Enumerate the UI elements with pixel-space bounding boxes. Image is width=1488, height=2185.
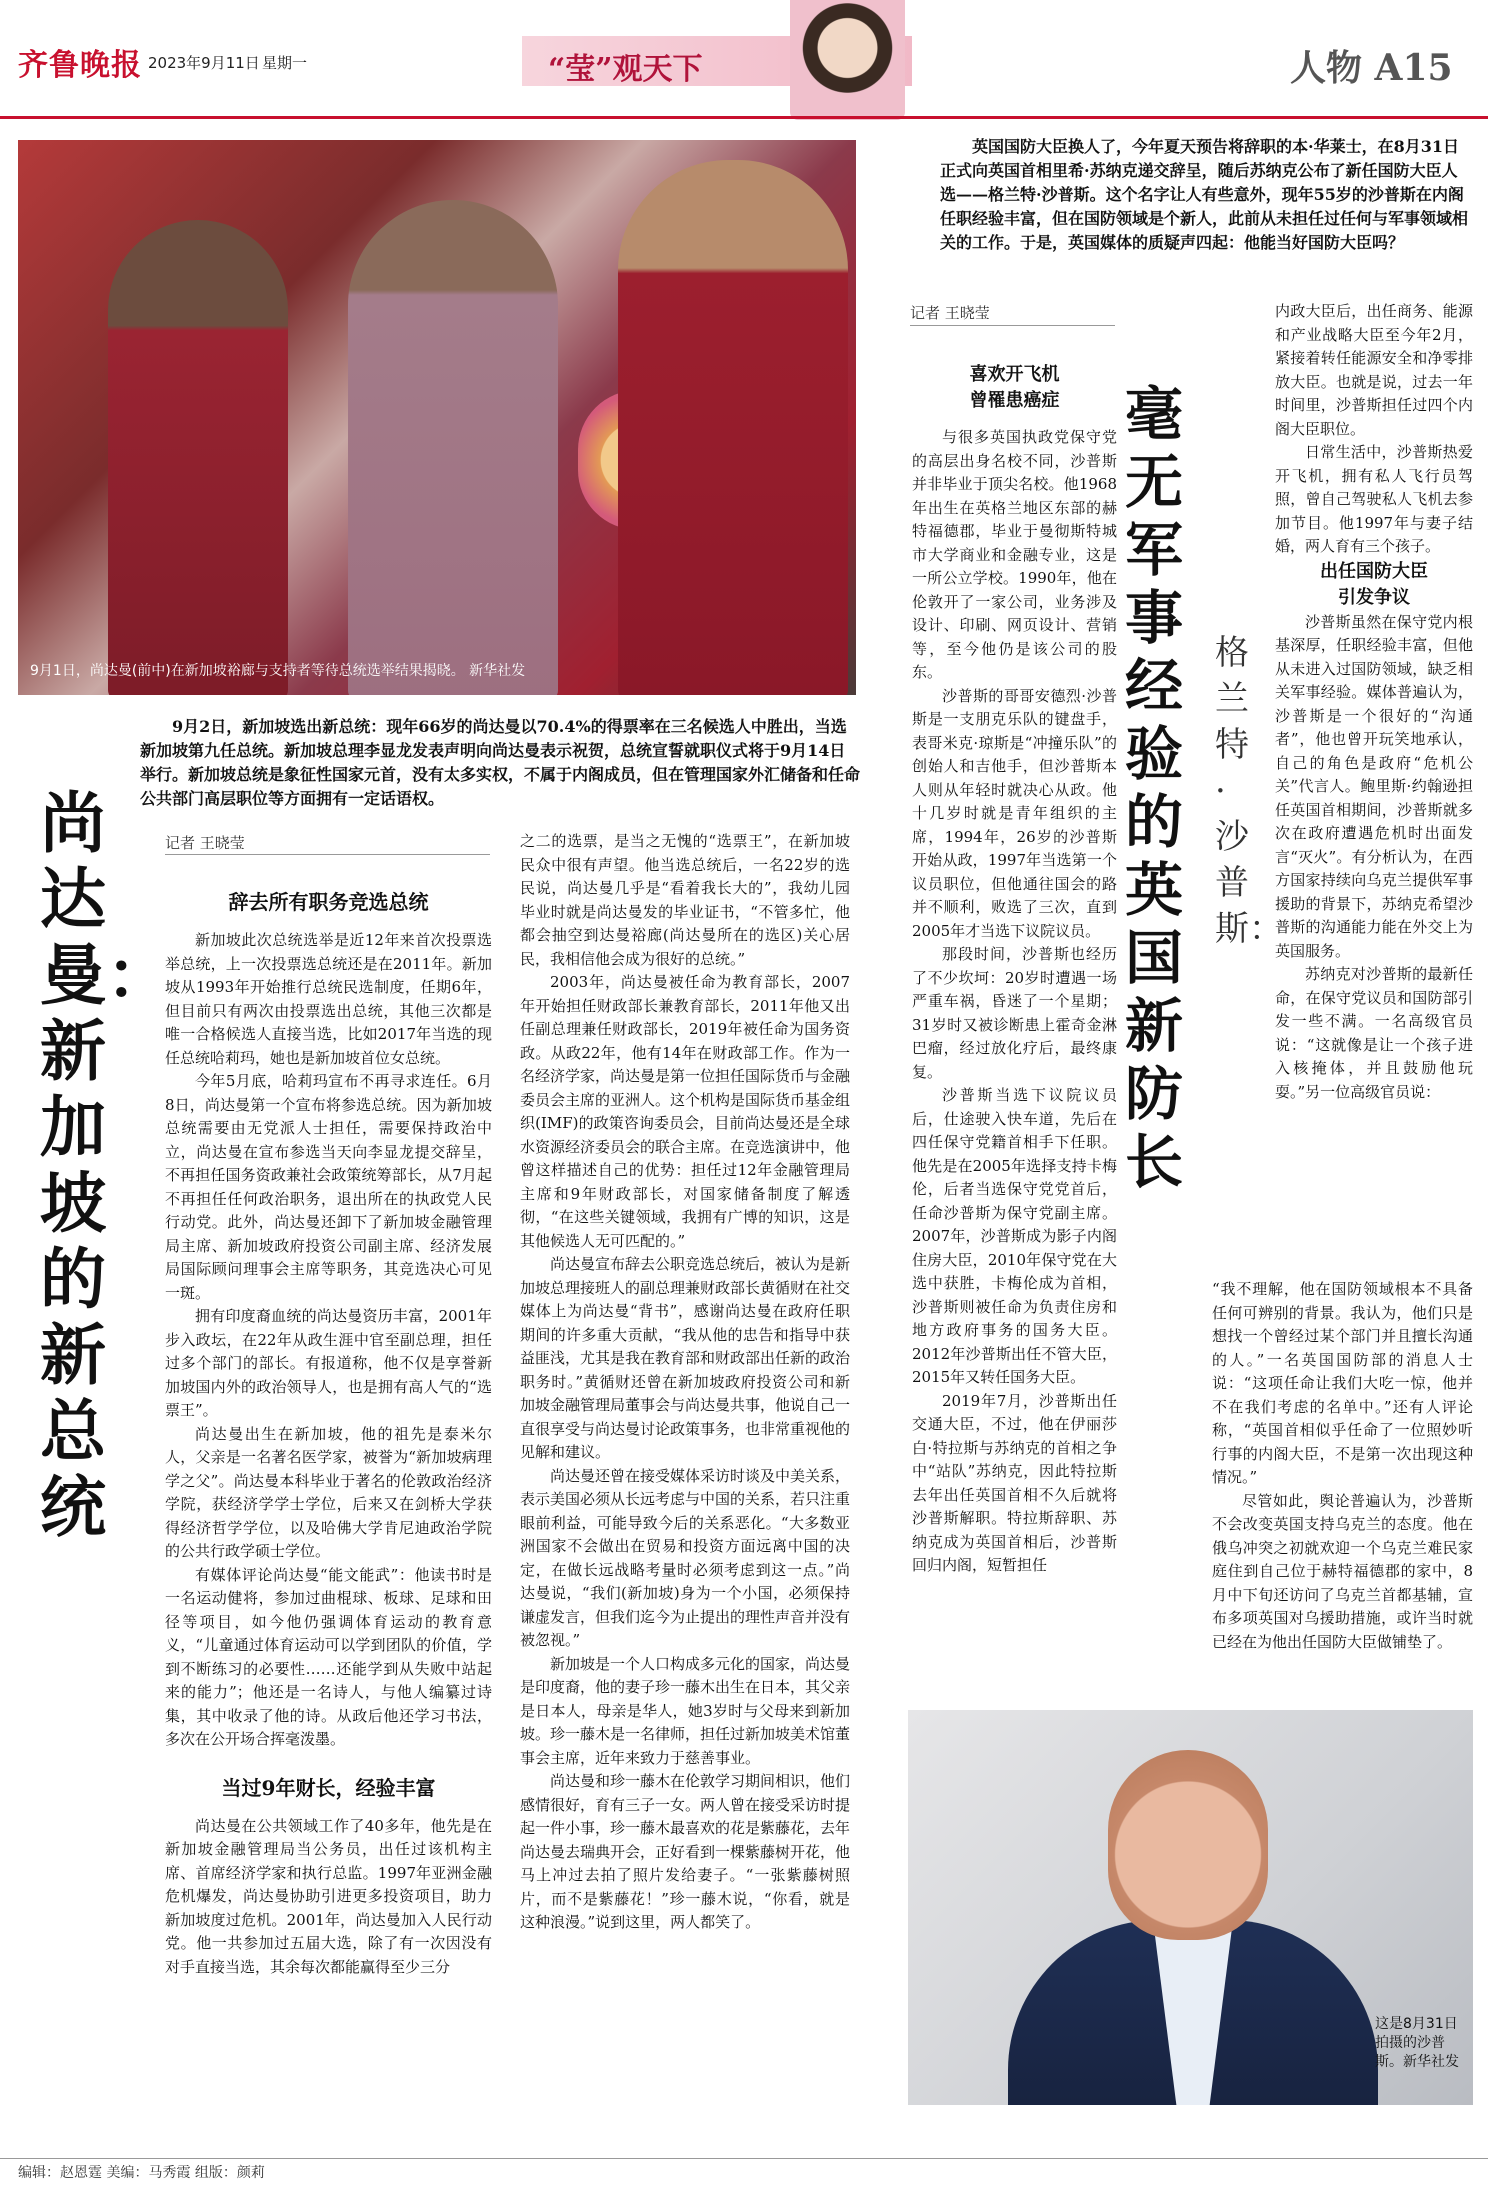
columnist-avatar	[790, 0, 905, 120]
article-paragraph: 尚达曼宣布辞去公职竞选总统后，被认为是新加坡总理接班人的副总理兼财政部长黄循财在社交媒体上为尚达曼“背书”，感谢尚达曼在政府任职期间的许多重大贡献，“我从他的忠告和指导中获益匪浅，尤其是我在教育部和财政部出任新的政治职务时。”黄循财还曾在新加坡政府投资公司和新加坡金融管理局董事会与尚达曼共事，他说自己一直很享受与尚达曼讨论政策事务，也非常重视他的见解和建议。	[520, 1255, 851, 1461]
article-paragraph: 之二的选票，是当之无愧的“选票王”，在新加坡民众中很有声望。他当选总统后，一名22岁的选民说，尚达曼几乎是“看着我长大的”，我幼儿园毕业时就是尚达曼发的毕业证书，“不管多忙，他都会抽空到达曼裕廊(尚达曼所在的选区)关心居民，我相信他会成为很好的总统。”	[520, 832, 850, 968]
article1-headline: 尚达曼：新加坡的新总统	[40, 784, 172, 1546]
article-paragraph: 今年5月底，哈莉玛宣布不再寻求连任。6月8日，尚达曼第一个宣布将参选总统。因为新加坡总统需要由无党派人士担任，需要保持政治中立，尚达曼在宣布参选当天向李显龙提交辞呈，不再担任国务资政兼社会政策统筹部长，从7月起不再担任任何政治职务，退出所在的执政党人民行动党。此外，尚达曼还卸下了新加坡金融管理局主席、新加坡政府投资公司副主席、经济发展局国际顾问理事会主席等职务，其竞选决心可见一斑。	[165, 1072, 492, 1302]
article1-byline-rule	[165, 854, 490, 855]
article1-column-1	[165, 866, 492, 1979]
article-paragraph: 苏纳克对沙普斯的最新任命，在保守党议员和国防部引发一些不满。一名高级官员说：“这就像是让一个孩子进入核掩体，并且鼓励他玩耍。”另一位高级官员说：	[1275, 965, 1473, 1101]
article2-headline: 毫无军事经验的英国新防长	[1125, 380, 1184, 1196]
article2-lede: 英国国防大臣换人了，今年夏天预告将辞职的本·华莱士，在8月31日正式向英国首相里希·苏纳克递交辞呈，随后苏纳克公布了新任国防大臣人选——格兰特·沙普斯。这个名字让人有些意外，现年55岁的沙普斯在内阁任职经验丰富，但在国防领域是个新人，此前从未担任过任何与军事领域相关的工作。于是，英国媒体的质疑声四起：他能当好国防大臣吗？	[940, 137, 1469, 252]
article-paragraph: 2003年，尚达曼被任命为教育部长，2007年开始担任财政部长兼教育部长，2011年他又出任副总理兼任财政部长，2019年被任命为国务资政。从政22年，他有14年在财政部工作。作为一名经济学家，尚达曼是第一位担任国际货币与金融委员会主席的亚洲人。这个机构是国际货币基金组织(IMF)的政策咨询委员会，目前尚达曼还是全球水资源经济委员会的联合主席。在竞选演讲中，他曾这样描述自己的优势：担任过12年金融管理局主席和9年财政部长，对国家储备制度了解透彻，“在这些关键领域，我拥有广博的知识，这是其他候选人无可匹配的。”	[520, 973, 851, 1250]
article-paragraph: “我不理解，他在国防领域根本不具备任何可辨别的背景。我认为，他们只是想找一个曾经过某个部门并且擅长沟通的人。”一名英国国防部的消息人士说：“这项任命让我们大吃一惊，他并不在我们考虑的名单中。”还有人评论称，“英国首相似乎任命了一位照妙听行事的内阁大臣，不是第一次出现这种情况。”	[1212, 1280, 1473, 1486]
issue-date: 2023年9月11日	[148, 54, 260, 72]
section-subheading: 当过9年财长，经验丰富	[221, 1775, 436, 1800]
article-paragraph: 新加坡是一个人口构成多元化的国家，尚达曼是印度裔，他的妻子珍一藤木出生在日本，其父亲是日本人，母亲是华人，她3岁时与父母来到新加坡。珍一藤木是一名律师，担任过新加坡美术馆董事会主席，近年来致力于慈善事业。	[520, 1654, 851, 1767]
section-subheading: 辞去所有职务竞选总统	[228, 890, 429, 914]
article-paragraph: 2019年7月，沙普斯出任交通大臣，不过，他在伊丽莎白·特拉斯与苏纳克的首相之争中“站队”苏纳克，因此特拉斯去年出任英国首相不久后就将沙普斯解职。特拉斯辞职、苏纳克成为英国首相后，沙普斯回归内阁，短暂担任	[912, 1391, 1117, 1574]
article-paragraph: 尚达曼在公共领域工作了40多年，他先是在新加坡金融管理局当公务员，出任过该机构主席、首席经济学家和执行总监。1997年亚洲金融危机爆发，尚达曼协助引进更多投资项目，助力新加坡度过危机。2001年，尚达曼加入人民行动党。他一共参加过五届大选，除了有一次因没有对手直接当选，其余每次都能赢得至少三分	[165, 1816, 492, 1976]
article-paragraph: 有媒体评论尚达曼“能文能武”：他读书时是一名运动健将，参加过曲棍球、板球、足球和田径等项目，如今他仍强调体育运动的教育意义，“儿童通过体育运动可以学到团队的价值，学到不断练习的必要性……还能学到从失败中站起来的能力”；他还是一名诗人，与他人编纂过诗集，其中收录了他的诗。从政后他还学习书法，多次在公开场合挥毫泼墨。	[165, 1565, 492, 1748]
section-subheading: 引发争议	[1338, 586, 1410, 608]
masthead-logo: 齐鲁晚报	[18, 48, 142, 83]
article1-column-2	[520, 830, 850, 1935]
article-paragraph: 日常生活中，沙普斯热爱开飞机，拥有私人飞行员驾照，曾自己驾驶私人飞机去参加节目。他1997年与妻子结婚，两人育有三个孩子。	[1275, 443, 1473, 555]
article1-lede: 9月2日，新加坡选出新总统：现年66岁的尚达曼以70.4%的得票率在三名候选人中胜出，当选新加坡第九任总统。新加坡总理李显龙发表声明向尚达曼表示祝贺，总统宣誓就职仪式将于9月14日举行。新加坡总统是象征性国家元首，没有太多实权，不属于内阁成员，但在管理国家外汇储备和任命公共部门高层职位等方面拥有一定话语权。	[140, 717, 861, 808]
article-paragraph: 沙普斯当选下议院议员后，仕途驶入快车道，先后在四任保守党籍首相手下任职。他先是在2005年选择支持卡梅伦，后者当选保守党党首后，任命沙普斯为保守党副主席。2007年，沙普斯成为影子内阁住房大臣，2010年保守党在大选中获胜，卡梅伦成为首相，沙普斯则被任命为负责住房和地方政府事务的国务大臣。2012年沙普斯出任不管大臣，2015年又转任国务大臣。	[912, 1086, 1117, 1386]
section-subheading: 曾罹患癌症	[969, 390, 1060, 411]
section-subheading: 喜欢开飞机	[969, 364, 1060, 385]
section-subheading: 出任国防大臣	[1320, 560, 1428, 582]
header-divider	[0, 116, 1488, 119]
article-paragraph: 尚达曼和珍一藤木在伦敦学习期间相识，他们感情很好，育有三子一女。两人曾在接受采访时提起一件小事，珍一藤木最喜欢的花是紫藤花，去年尚达曼去瑞典开会，正好看到一棵紫藤树开花，他马上冲过去拍了照片发给妻子。“一张紫藤树照片，而不是紫藤花！”珍一藤木说，“你看，就是这种浪漫。”说到这里，两人都笑了。	[520, 1772, 851, 1931]
article-paragraph: 新加坡此次总统选举是近12年来首次投票选举总统，上一次投票选总统还是在2011年。新加坡从1993年开始推行总统民选制度，任期6年，但目前只有两次由投票选出总统，其他三次都是唯一合格候选人直接当选，比如2017年当选的现任总统哈莉玛，她也是新加坡首位女总统。	[165, 931, 492, 1067]
section-label: 人物 A15	[1290, 47, 1453, 89]
footer-divider	[0, 2158, 1488, 2159]
tharman-photo-caption: 9月1日，尚达曼(前中)在新加坡裕廊与支持者等待总统选举结果揭晓。 新华社发	[30, 663, 526, 679]
tharman-photo	[18, 140, 856, 695]
article-paragraph: 沙普斯的哥哥安德烈·沙普斯是一支朋克乐队的键盘手，表哥米克·琼斯是“冲撞乐队”的创始人和吉他手，但沙普斯本人则从年轻时就决心从政。他十几岁时就是青年组织的主席，1994年，26岁的沙普斯开始从政，1997年当选第一个议员职位，但他通往国会的路并不顺利，败选了三次，直到2005年才当选下议院议员。	[912, 686, 1117, 940]
article1-byline: 记者 王晓莹	[165, 834, 245, 852]
article-paragraph: 与很多英国执政党保守党的高层出身名校不同，沙普斯并非毕业于顶尖名校。他1968年出生在英格兰地区东部的赫特福德郡，毕业于曼彻斯特城市大学商业和金融专业，这是一所公立学校。1990年，他在伦敦开了一家公司，业务涉及设计、印刷、网页设计、营销等，至今他仍是该公司的股东。	[912, 428, 1117, 681]
page-credits: 编辑：赵恩霆 美编：马秀霞 组版：颜莉	[18, 2165, 265, 2181]
shapps-photo-caption: 这是8月31日拍摄的沙普斯。新华社发	[1375, 2016, 1459, 2070]
article-paragraph: 内政大臣后，出任商务、能源和产业战略大臣至今年2月，紧接着转任能源安全和净零排放大臣。也就是说，过去一年时间里，沙普斯担任过四个内阁大臣职位。	[1275, 302, 1473, 438]
article-paragraph: 那段时间，沙普斯也经历了不少坎坷：20岁时遭遇一场严重车祸，昏迷了一个星期；31岁时又被诊断患上霍奇金淋巴瘤，经过放化疗后，最终康复。	[912, 945, 1117, 1081]
article2-byline: 记者 王晓莹	[910, 304, 990, 322]
article2-column-3	[1212, 1278, 1473, 1654]
article2-byline-rule	[910, 325, 1115, 326]
article2-column-1	[912, 362, 1117, 1578]
issue-weekday: 星期一	[262, 54, 308, 72]
article2-subheadline: 格兰特·沙普斯：	[1215, 633, 1283, 949]
article-paragraph: 拥有印度裔血统的尚达曼资历丰富，2001年步入政坛，在22年从政生涯中官至副总理，担任过多个部门的部长。有报道称，他不仅是享誉新加坡国内外的政治领导人，也是拥有高人气的“选票王”。	[165, 1307, 492, 1419]
article-paragraph: 尚达曼还曾在接受媒体采访时谈及中美关系，表示美国必须从长远考虑与中国的关系，若只注重眼前利益，可能导致今后的关系恶化。“大多数亚洲国家不会做出在贸易和投资方面远离中国的决定，在做长远战略考量时必须考虑到这一点。”尚达曼说，“我们(新加坡)身为一个小国，必须保持谦虚发言，但我们迄今为止提出的理性声音并没有被忽视。”	[520, 1466, 851, 1649]
article-paragraph: 尚达曼出生在新加坡，他的祖先是泰米尔人，父亲是一名著名医学家，被誉为“新加坡病理学之父”。尚达曼本科毕业于著名的伦敦政治经济学院，获经济学学士学位，后来又在剑桥大学获得经济哲学学位，以及哈佛大学肯尼迪政治学院的公共行政学硕士学位。	[165, 1424, 492, 1560]
article-paragraph: 沙普斯虽然在保守党内根基深厚，任职经验丰富，但他从未进入过国防领域，缺乏相关军事经验。媒体普遍认为，沙普斯是一个很好的“沟通者”，他也曾开玩笑地承认，自己的角色是政府“危机公关”代言人。鲍里斯·约翰逊担任英国首相期间，沙普斯就多次在政府遭遇危机时出面发言“灭火”。有分析认为，在西方国家持续向乌克兰提供军事援助的背景下，苏纳克希望沙普斯的沟通能力能在外交上为英国服务。	[1275, 612, 1473, 960]
article2-column-2	[1275, 300, 1473, 1104]
article-paragraph: 尽管如此，舆论普遍认为，沙普斯不会改变英国支持乌克兰的态度。他在俄乌冲突之初就欢迎一个乌克兰难民家庭住到自己位于赫特福德郡的家中，8月中下旬还访问了乌克兰首都基辅，宣布多项英国对乌援助措施，或许当时就已经在为他出任国防大臣做铺垫了。	[1212, 1491, 1473, 1651]
column-title: “莹”观天下	[548, 52, 703, 87]
page-header	[0, 0, 1488, 120]
